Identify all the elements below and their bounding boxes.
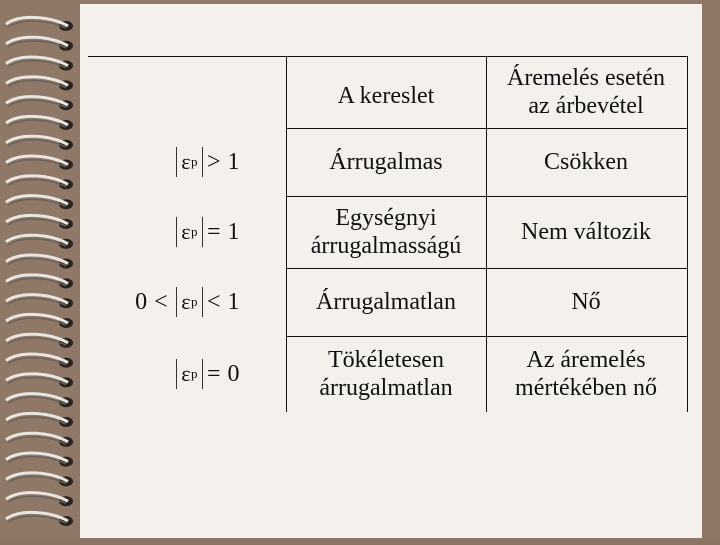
- demand-text: árrugalmasságú: [310, 233, 462, 259]
- revenue-cell: [486, 268, 686, 336]
- demand-text: Egységnyi: [335, 205, 437, 231]
- header-revenue-line1: Áremelés esetén: [507, 65, 665, 91]
- condition-operator: < 1: [206, 289, 240, 315]
- condition-cell: [28, 268, 286, 336]
- table-border: [687, 56, 688, 412]
- abs-bar-left: [176, 217, 177, 247]
- abs-bar-left: [176, 359, 177, 389]
- epsilon-subscript: p: [190, 366, 198, 381]
- demand-cell: [286, 268, 486, 336]
- epsilon-symbol: ε: [181, 289, 191, 314]
- revenue-text: mértékében nő: [515, 375, 657, 401]
- abs-bar-left: [176, 287, 177, 317]
- revenue-text: Nő: [571, 289, 601, 315]
- epsilon-symbol: ε: [181, 361, 191, 386]
- header-revenue: [486, 56, 686, 128]
- abs-bar-left: [176, 147, 177, 177]
- condition-prefix: 0 <: [135, 289, 169, 315]
- revenue-text: Az áremelés: [526, 347, 646, 373]
- condition-cell: [88, 128, 286, 196]
- elasticity-table: [88, 56, 688, 412]
- demand-text: Tökéletesen: [328, 347, 444, 373]
- header-demand: [286, 56, 486, 128]
- epsilon-symbol: ε: [181, 149, 191, 174]
- condition-cell: [88, 336, 286, 412]
- header-demand-label: A kereslet: [337, 83, 435, 109]
- demand-cell: [286, 128, 486, 196]
- demand-text: Árrugalmatlan: [316, 289, 456, 315]
- revenue-cell: [486, 336, 686, 412]
- header-revenue-line2: az árbevétel: [528, 93, 644, 119]
- condition-operator: = 1: [206, 219, 240, 245]
- abs-bar-right: [202, 217, 203, 247]
- demand-text: árrugalmatlan: [319, 375, 453, 401]
- condition-operator: = 0: [206, 361, 240, 387]
- condition-operator: > 1: [206, 149, 240, 175]
- epsilon-subscript: p: [190, 154, 198, 169]
- revenue-text: Csökken: [544, 149, 628, 175]
- condition-cell: [88, 196, 286, 268]
- epsilon-subscript: p: [190, 224, 198, 239]
- abs-bar-right: [202, 147, 203, 177]
- abs-bar-right: [202, 359, 203, 389]
- revenue-cell: [486, 196, 686, 268]
- revenue-text: Nem változik: [521, 219, 651, 245]
- demand-cell: [286, 336, 486, 412]
- revenue-cell: [486, 128, 686, 196]
- demand-cell: [286, 196, 486, 268]
- epsilon-symbol: ε: [181, 219, 191, 244]
- demand-text: Árrugalmas: [329, 149, 443, 175]
- abs-bar-right: [202, 287, 203, 317]
- epsilon-subscript: p: [190, 294, 198, 309]
